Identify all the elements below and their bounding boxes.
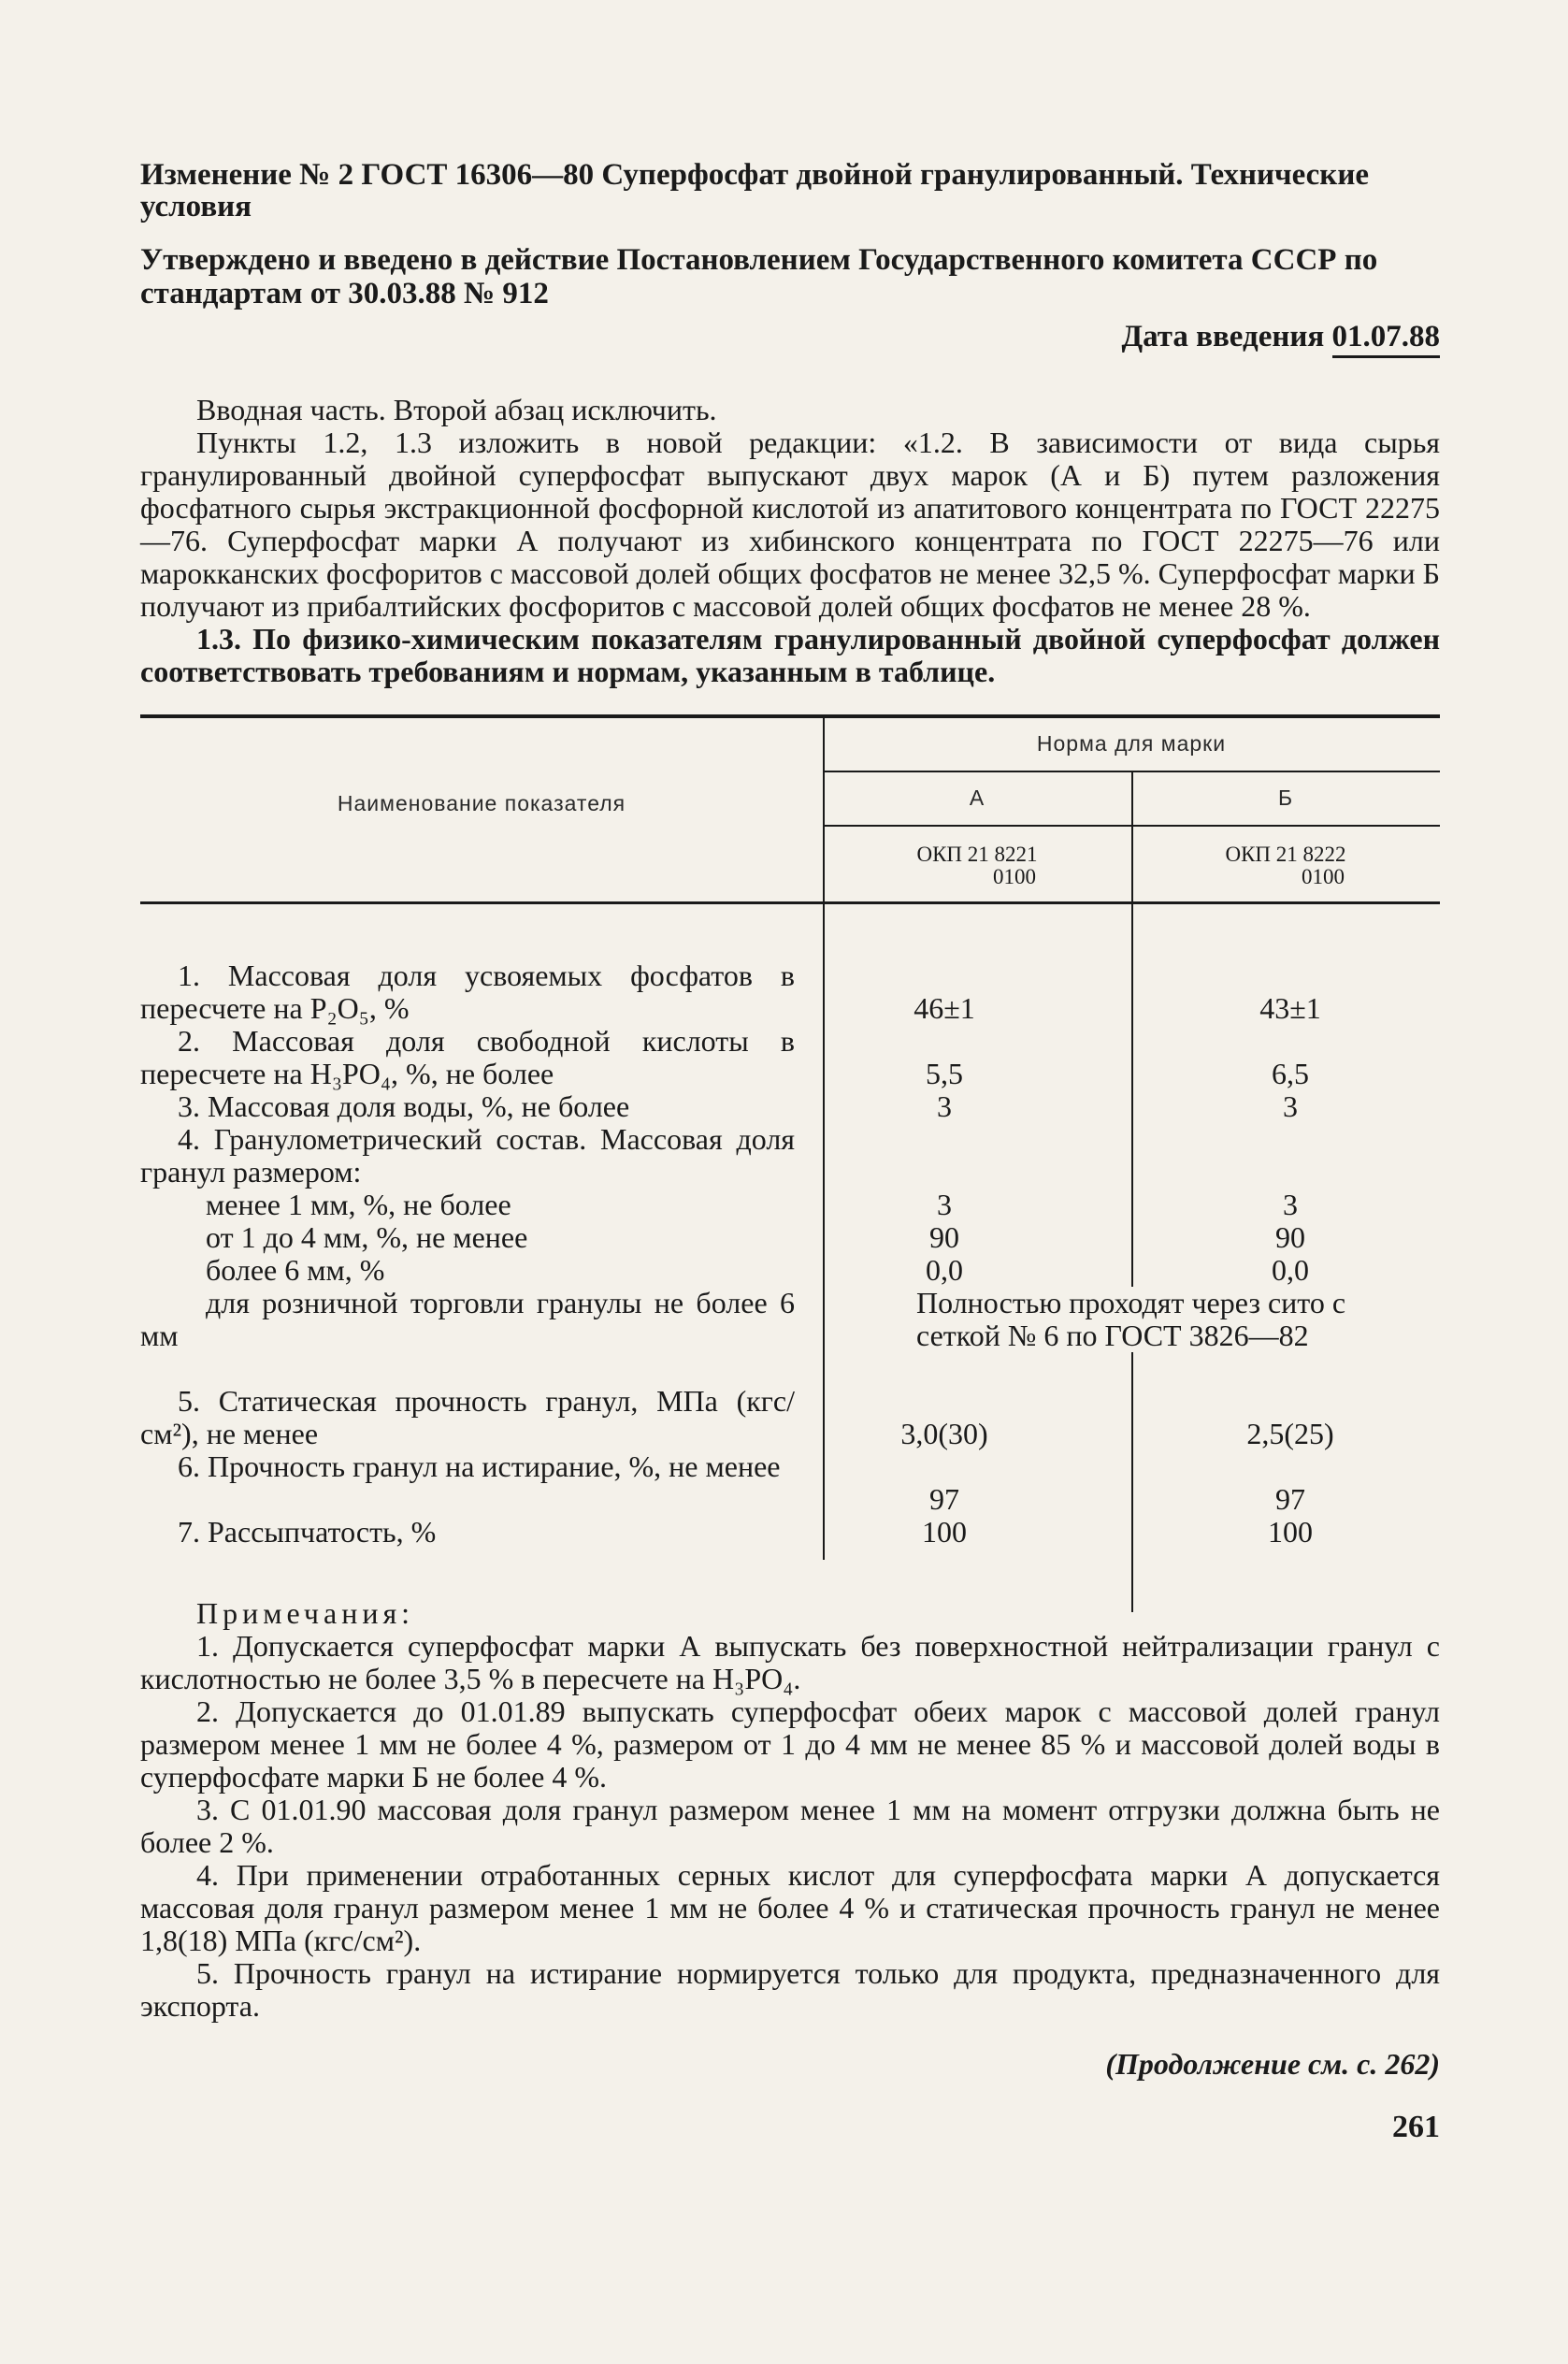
note-2: 2. Допускается до 01.01.89 выпускать суперфосфат обеих марок с массовой долей гранул размером менее 1 мм не более 4 %, размером от 1 до 4 мм не менее 85 % и массовой долей воды в суперфосфате марки Б не более 4 %. <box>140 1694 1440 1794</box>
notes-title: Примечания: <box>196 1596 415 1630</box>
page-number: 261 <box>1392 2110 1440 2144</box>
paragraph-intro: Вводная часть. Второй абзац исключить. <box>196 393 717 426</box>
row-4-name: 4. Гранулометрический состав. Массовая доля гранул размером: <box>140 1122 795 1189</box>
date-label: Дата введения <box>1121 320 1325 353</box>
row-4d-name: для розничной торговли гранулы не более 6 мм <box>140 1286 795 1352</box>
row-7-b: 100 <box>1268 1515 1313 1549</box>
note-5: 5. Прочность гранул на истирание нормируется только для продукта, предназначенного для экспорта. <box>140 1956 1440 2023</box>
table-header-rule <box>140 901 1440 904</box>
row-3-b: 3 <box>1283 1089 1298 1123</box>
row-4b-b: 90 <box>1275 1220 1305 1254</box>
row-2-a: 5,5 <box>926 1057 963 1090</box>
row-4c-b: 0,0 <box>1272 1253 1309 1287</box>
row-2-name: 2. Массовая доля свободной кислоты в пересчете на H₃PO₄, %, не более <box>140 1024 795 1090</box>
row-6-name: 6. Прочность гранул на истирание, %, не менее <box>178 1449 781 1483</box>
specs-table <box>140 714 1440 1575</box>
row-6-a: 97 <box>929 1482 959 1516</box>
notes-section <box>140 1597 1440 2023</box>
row-1-a: 46±1 <box>913 991 975 1025</box>
table-divider-grades <box>1131 771 1133 1612</box>
row-4c-name: более 6 мм, % <box>206 1253 385 1287</box>
row-4a-name: менее 1 мм, %, не более <box>206 1188 511 1221</box>
row-4c-a: 0,0 <box>926 1253 963 1287</box>
row-1-name: 1. Массовая доля усвояемых фосфатов в пересчете на P₂O₅, % <box>140 959 795 1025</box>
row-5-a: 3,0(30) <box>900 1417 988 1450</box>
row-2-b: 6,5 <box>1272 1057 1309 1090</box>
row-3-a: 3 <box>937 1089 952 1123</box>
document-page <box>140 159 1440 2145</box>
row-4a-b: 3 <box>1283 1188 1298 1221</box>
okp-code-a <box>823 843 1131 888</box>
col-header-norm: Норма для марки <box>1036 731 1227 756</box>
row-4a-a: 3 <box>937 1188 952 1221</box>
row-4b-name: от 1 до 4 мм, %, не менее <box>206 1220 528 1254</box>
note-3: 3. С 01.01.90 массовая доля гранул размером менее 1 мм на момент отгрузки должна быть не более 2 %. <box>140 1793 1440 1859</box>
document-title: Изменение № 2 ГОСТ 16306—80 Суперфосфат двойной гранулированный. Технические условия <box>140 158 1369 223</box>
row-5-b: 2,5(25) <box>1246 1417 1334 1450</box>
col-header-grade-b: Б <box>1277 786 1294 810</box>
note-4: 4. При применении отработанных серных кислот для суперфосфата марки А допускается массовая доля гранул размером менее 1 мм не более 4 % и статическая прочность гранул не менее 1,8(18) МПа (кгс/см²). <box>140 1858 1440 1957</box>
date-value: 01.07.88 <box>1332 320 1441 358</box>
col-header-name: Наименование показателя <box>337 791 626 815</box>
okp-b-line1: ОКП 21 8222 <box>1225 843 1346 866</box>
continuation-note: (Продолжение см. с. 262) <box>1105 2047 1440 2081</box>
paragraph-1-3: 1.3. По физико-химическим показателям гранулированный двойной суперфосфат должен соответствовать требованиям и нормам, указанным в таблице. <box>140 622 1440 688</box>
row-7-a: 100 <box>922 1515 967 1549</box>
note-1: 1. Допускается суперфосфат марки А выпускать без поверхностной нейтрализации гранул с кислотностью не более 3,5 % в пересчете на H₃PO₄. <box>140 1629 1440 1695</box>
row-1-b: 43±1 <box>1259 991 1321 1025</box>
table-top-rule <box>140 714 1440 718</box>
row-5-name: 5. Статическая прочность гранул, МПа (кгс/см²), не менее <box>140 1384 795 1450</box>
okp-a-line1: ОКП 21 8221 <box>916 843 1038 866</box>
row-4b-a: 90 <box>929 1220 959 1254</box>
row-4d-span: Полностью проходят через сито с сеткой № 6 по ГОСТ 3826—82 <box>916 1287 1384 1352</box>
okp-a-line2: 0100 <box>993 865 1036 888</box>
row-7-name: 7. Рассыпчатость, % <box>178 1515 437 1549</box>
okp-b-line2: 0100 <box>1302 865 1345 888</box>
approval-statement: Утверждено и введено в действие Постановлением Государственного комитета СССР по стандартам от 30.03.88 № 912 <box>140 243 1378 310</box>
table-rule-grade <box>823 825 1440 827</box>
row-6-b: 97 <box>1275 1482 1305 1516</box>
col-header-grade-a: А <box>969 786 985 810</box>
effective-date <box>140 320 1440 354</box>
okp-code-b <box>1131 843 1440 888</box>
row-3-name: 3. Массовая доля воды, %, не более <box>178 1089 630 1123</box>
paragraph-clauses: Пункты 1.2, 1.3 изложить в новой редакции: «1.2. В зависимости от вида сырья гранулированный двойной суперфосфат выпускают двух марок (А и Б) путем разложения фосфатного сырья экстракционной фосфорной кислотой из апатитового концентрата по ГОСТ 22275—76. Суперфосфат марки А получают из хибинского концентрата по ГОСТ 22275—76 или марокканских фосфоритов с массовой долей общих фосфатов не менее 32,5 %. Суперфосфат марки Б получают из прибалтийских фосфоритов с массовой долей общих фосфатов не менее 28 %. <box>140 425 1441 623</box>
